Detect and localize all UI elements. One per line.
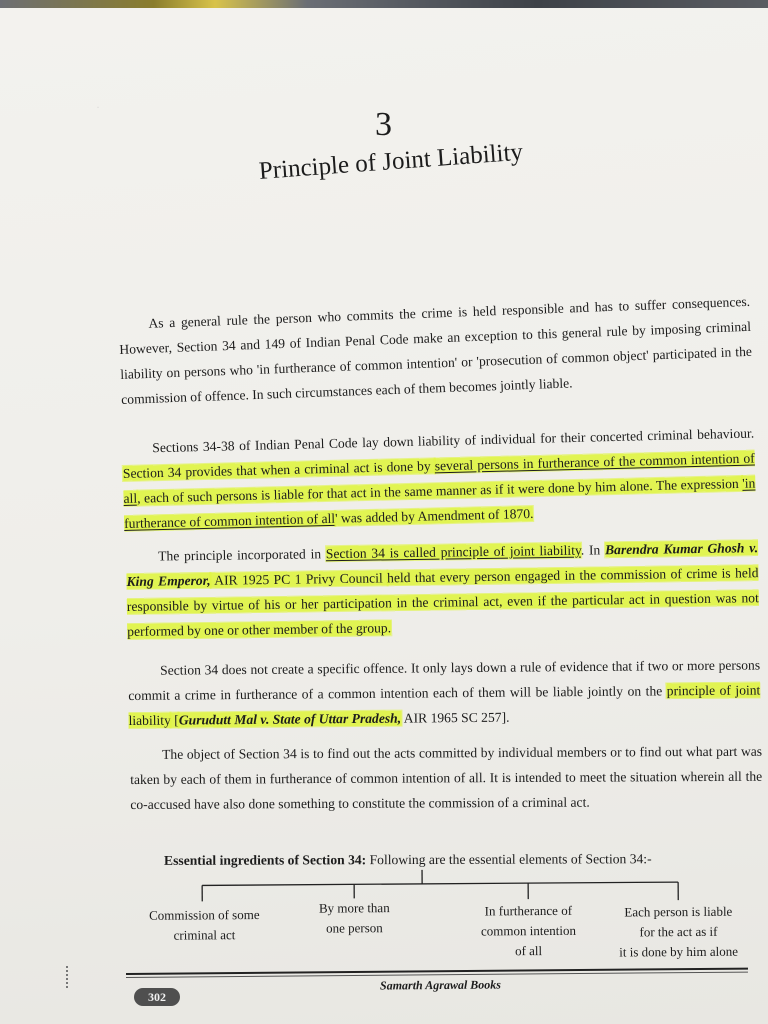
diagram-node-1	[124, 905, 284, 946]
chapter-title: Principle of Joint Liability	[258, 138, 524, 185]
diagram-branch-line	[202, 882, 678, 885]
paragraph-4-highlight: principle of joint liability	[128, 682, 761, 728]
diagram-node-3-line-2: common intention	[480, 922, 576, 939]
essential-elements-diagram	[118, 862, 759, 976]
book-page: · 3 Principle of Joint Liability As a general rule the person who commits the crime is held responsible and has to suffer consequences. However, Section 34 and 149 of Indian Penal Code make an exception to this general rule by imposing criminal liability on persons who 'in furtherance of common intention' or 'prosecution of common object' participated in the commission of offence. In such circumstances each of them becomes jointly liable. Sections 34-38 of Indian Penal Code lay down liability of individual for their concerted criminal behaviour. Section 34 provides that when a criminal act is done by several persons in furtherance of the common intention of all, each of such persons is liable for that act in the same manner as if it were done by him alone. The expression 'in furtherance of common intention of all' was added by Amendment of 1870. The principle incorporated in Section 34 is called principle of joint liability. In Barendra Kumar Ghosh v. King Emperor, AIR 1925 PC 1 Privy Council held that every person engaged in the commission of crime is held responsible by virtue of his or her participation in the criminal act, even if the particular act in question was not performed by one or other member of the group. Section 34 does not create a specific offence. It only lays down a rule of evidence that if two or more persons commit a crime in furtherance of a common intention each of them will be liable jointly on the principle of joint liability [Gurudutt Mal v. State of Uttar Pradesh, AIR 1965 SC 257]. The object of Section 34 is to find out the acts committed by individual members or to find out what part was taken by each of them in furtherance of common intention of all. It is intended to meet the situation wherein all the co-accused have also done something to constitute the commission of a criminal act. Essential ingredients of Section 34: Following are the essential elements of Section 34:- Commission of some criminal act By more than one person In furtherance of common intention of all Each person is liable for the act as if it is done by him alone Samarth Agrawal Books 302	[0, 8, 768, 1024]
paragraph-5	[130, 739, 762, 817]
diagram-node-4-line-3: it is done by him alone	[619, 943, 739, 960]
essential-ingredients-heading: Essential ingredients of Section 34:	[164, 852, 367, 868]
paragraph-3-underline: Section 34 is called principle of joint liability	[325, 542, 581, 562]
diagram-node-3-line-1: In furtherance of	[484, 902, 573, 919]
paragraph-4-text-b: AIR 1965 SC 257].	[401, 709, 510, 726]
page-number: 302	[134, 988, 180, 1006]
paragraph-3-text-b: . In	[580, 542, 606, 558]
diagram-node-2-line-1: By more than	[318, 900, 390, 916]
case-citation-barendra: Barendra Kumar Ghosh v. King Emperor,	[126, 540, 759, 589]
paragraph-6-text: Following are the essential elements of Section 34:-	[366, 851, 652, 868]
paragraph-3-text-a: The principle incorporated in	[158, 546, 326, 564]
paragraph-2-highlight-a: Section 34 provides that when a criminal act is done by	[122, 458, 435, 481]
diagram-node-3-line-3: of all	[515, 943, 543, 959]
binding-mark	[66, 966, 72, 988]
paragraph-1	[118, 289, 753, 412]
diagram-node-1-line-2: criminal act	[173, 927, 236, 943]
paragraph-2-underline-a: several persons in furtherance of the common intention of all	[123, 450, 755, 506]
paragraph-3-text-c: AIR 1925 PC 1 Privy Council	[210, 570, 388, 588]
paragraph-2-text-a: Sections 34-38 of Indian Penal Code lay down liability of individual for their concerted criminal behaviour.	[152, 425, 755, 456]
paragraph-2	[122, 421, 756, 536]
case-citation-gurudutt: Gurudutt Mal v. State of Uttar Pradesh,	[178, 710, 402, 728]
diagram-node-4	[598, 902, 758, 963]
paragraph-4-text-a: Section 34 does not create a specific offence. It only lays down a rule of evidence that if two or more persons commit a crime in furtherance of a common intention each of them will be liable jointly on the	[128, 657, 761, 703]
diagram-node-1-line-1: Commission of some	[149, 907, 260, 923]
diagram-node-3	[458, 901, 598, 962]
paragraph-2-highlight-c: ' was added by Amendment of 1870.	[334, 505, 534, 526]
diagram-node-4-line-1: Each person is liable	[624, 903, 733, 920]
chapter-number: 3	[375, 106, 393, 143]
paragraph-3	[126, 535, 759, 644]
paragraph-5-text: The object of Section 34 is to find out the acts committed by individual members or to find out what part was taken by each of them in furtherance of common intention of all. It is intended to meet the situation wherein all the co-accused have also done something to constitute the commission of a criminal act.	[130, 743, 763, 812]
diagram-node-2	[294, 898, 414, 939]
paragraph-4	[128, 652, 761, 733]
paragraph-2-highlight-b: , each of such persons is liable for that act in the same manner as if it were done by him alone. The expression	[136, 475, 743, 506]
diagram-node-2-line-2: one person	[326, 920, 383, 936]
paragraph-3-highlight: held that every person engaged in the commission of crime is held responsible by virtue of his or her participation in the criminal act, even if the particular act in question was not performed by one or other member of the group.	[126, 565, 759, 639]
paragraph-1-text: As a general rule the person who commits the crime is held responsible and has to suffer consequences. However, Section 34 and 149 of Indian Penal Code make an exception to this general rule by imposing criminal liability on persons who 'in furtherance of common intention' or 'prosecution of common object' participated in the commission of offence. In such circumstances each of them becomes jointly liable.	[119, 293, 753, 407]
paragraph-2-underline-b: 'in furtherance of common intention of all	[123, 475, 756, 531]
publisher-name: Samarth Agrawal Books	[379, 977, 501, 993]
diagram-node-4-line-2: for the act as if	[639, 923, 718, 940]
paragraph-4-bracket: [	[170, 712, 179, 728]
